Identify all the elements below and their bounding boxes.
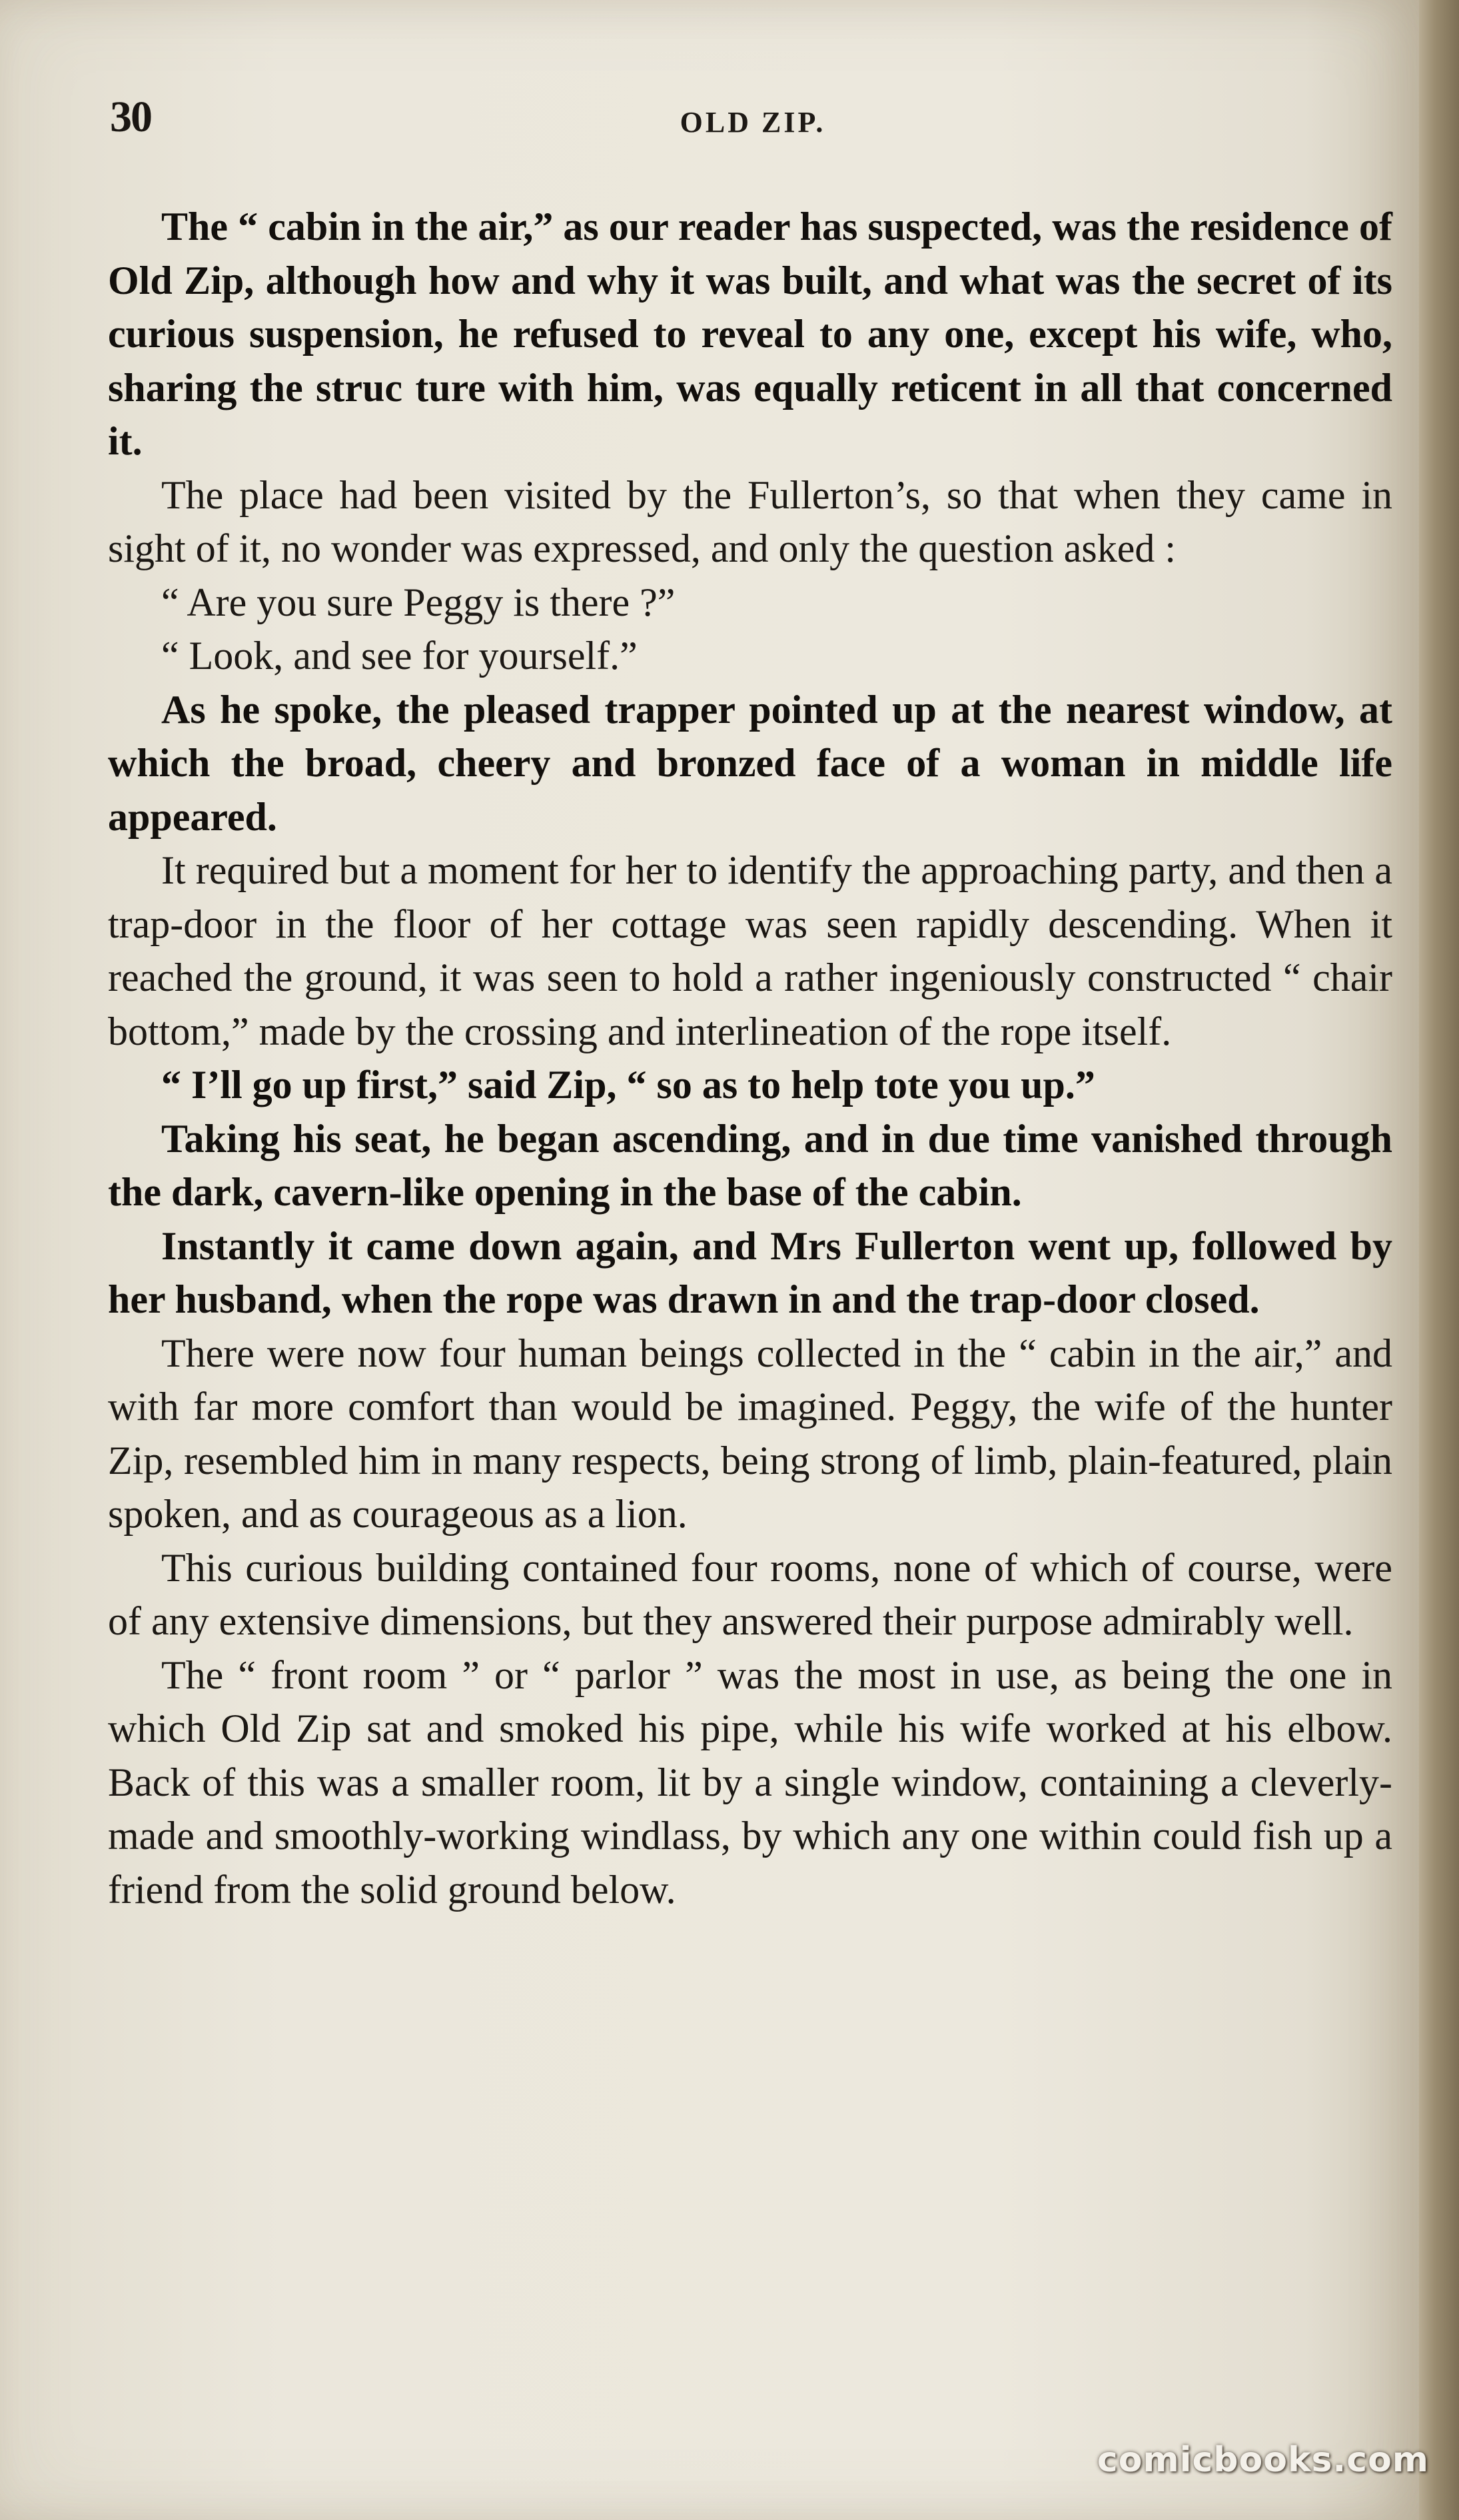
paragraph: “ Are you sure Peggy is there ?”: [161, 580, 676, 624]
paragraph: “ Look, and see for yourself.”: [161, 634, 638, 678]
page-header: [110, 92, 1396, 145]
running-head: OLD ZIP.: [680, 106, 826, 139]
book-spine-shadow: [1419, 0, 1459, 2520]
paragraph: Instantly it came down again, and Mrs Fullerton went up, followed by her husband, when the rope was drawn in and the trap-door closed.: [108, 1223, 1392, 1321]
paragraph: “ I’ll go up first,” said Zip, “ so as to help tote you up.”: [161, 1063, 1095, 1107]
paragraph: Taking his seat, he began ascending, and in due time vanished through the dark, cavern-like opening in the base of the cabin.: [108, 1116, 1392, 1214]
paragraph: There were now four human beings collected in the “ cabin in the air,” and with far more comfort than would be imagined. Peggy, the wife of the hunter Zip, resembled him in many respects, being strong of limb, plain-featured, plain spoken, and as courageous as a lion.: [108, 1331, 1392, 1536]
paragraph: It required but a moment for her to identify the approaching party, and then a trap-door in the floor of her cottage was seen rapidly descending. When it reached the ground, it was seen to hold a rather ingeniously constructed “ chair bottom,” made by the crossing and interlineation of the rope itself.: [108, 848, 1392, 1053]
paragraph: The “ front room ” or “ parlor ” was the most in use, as being the one in which Old Zip sat and smoked his pipe, while his wife worked at his elbow. Back of this was a smaller room, lit by a single window, containing a cleverly-made and smoothly-working windlass, by which any one within could fish up a friend from the solid ground below.: [108, 1652, 1392, 1912]
paragraph: This curious building contained four rooms, none of which of course, were of any extensive dimensions, but they answered their purpose admirably well.: [108, 1545, 1392, 1643]
paragraph: As he spoke, the pleased trapper pointed up at the nearest window, at which the broad, cheery and bronzed face of a woman in middle life appeared.: [108, 687, 1392, 839]
site-watermark: comicbooks.com: [1097, 2440, 1429, 2480]
paragraph: The “ cabin in the air,” as our reader has suspected, was the residence of Old Zip, although how and why it was built, and what was the secret of its curious suspension, he refused to reveal to any one, except his wife, who, sharing the struc ture with him, was equally reticent in all that concerned it.: [108, 205, 1392, 463]
paragraph: The place had been visited by the Fullerton’s, so that when they came in sight of it, no wonder was expressed, and only the question asked :: [108, 472, 1392, 570]
body-text: [108, 200, 1392, 1916]
page-number: 30: [110, 93, 151, 141]
